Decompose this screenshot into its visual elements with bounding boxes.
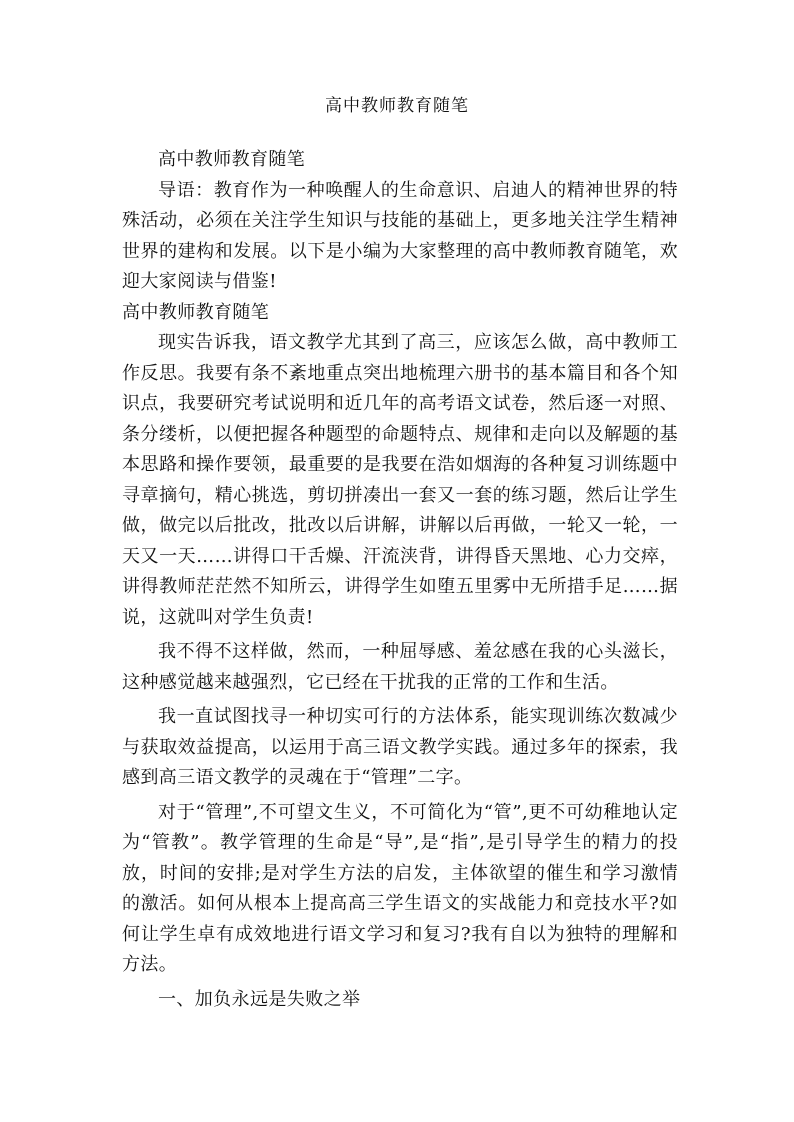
body-paragraph: 对于“管理”,不可望文生义，不可简化为“管”,更不可幼稚地认定为“管教”。教学管理的生命是“导”,是“指”,是引导学生的精力的投放，时间的安排;是对学生方法的启发，主体欲望的催生和学习激情的激活。如何从根本上提高高三学生语文的实战能力和竞技水平?如何让学生卓有成效地进行语文学习和复习?我有自以为独特的理解和方法。 (122, 801, 678, 975)
body-paragraph: 我一直试图找寻一种切实可行的方法体系，能实现训练次数减少与获取效益提高，以运用于高三语文教学实践。通过多年的探索，我感到高三语文教学的灵魂在于“管理”二字。 (122, 706, 678, 788)
subsection-heading: 一、加负永远是失败之举 (158, 988, 361, 1010)
body-paragraph: 我不得不这样做，然而，一种屈辱感、羞忿感在我的心头滋长，这种感觉越来越强烈，它已经在干扰我的正常的工作和生活。 (122, 641, 678, 693)
body-paragraph: 现实告诉我，语文教学尤其到了高三，应该怎么做，高中教师工作反思。我要有条不紊地重点突出地梳理六册书的基本篇目和各个知识点，我要研究考试说明和近几年的高考语文试卷，然后逐一对照、条分缕析，以便把握各种题型的命题特点、规律和走向以及解题的基本思路和操作要领，最重要的是我要在浩如烟海的各种复习训练题中寻章摘句，精心挑选，剪切拼凑出一套又一套的练习题，然后让学生做，做完以后批改，批改以后讲解，讲解以后再做，一轮又一轮，一天又一天……讲得口干舌燥、汗流浃背，讲得昏天黑地、心力交瘁，讲得教师茫茫然不知所云，讲得学生如堕五里雾中无所措手足……据说，这就叫对学生负责! (122, 332, 678, 628)
document-body (122, 145, 678, 1015)
intro-paragraph: 导语：教育作为一种唤醒人的生命意识、启迪人的精神世界的特殊活动，必须在关注学生知识与技能的基础上，更多地关注学生精神世界的建构和发展。以下是小编为大家整理的高中教师教育随笔，欢迎大家阅读与借鉴! (122, 179, 678, 292)
section-heading: 高中教师教育随笔 (122, 301, 270, 323)
section-heading: 高中教师教育随笔 (158, 149, 306, 170)
document-title: 高中教师教育随笔 (325, 96, 469, 116)
